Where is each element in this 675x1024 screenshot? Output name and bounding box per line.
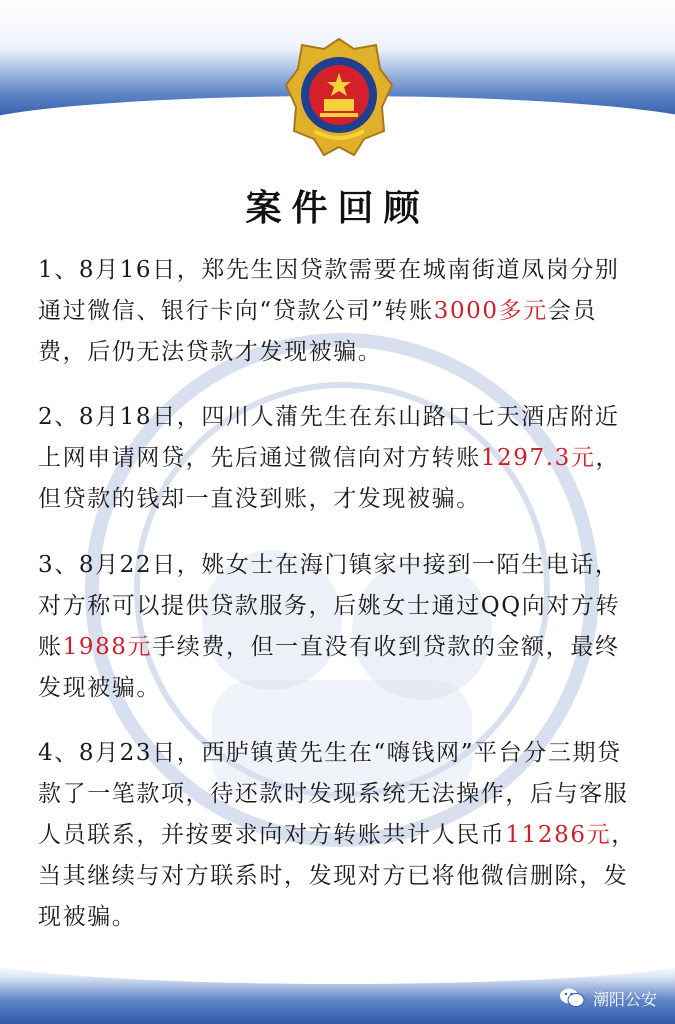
case-amount: 11286元 <box>505 822 612 848</box>
case-item-2 <box>38 397 640 520</box>
case-item-3 <box>38 545 640 709</box>
case-amount: 1297.3元 <box>480 445 596 471</box>
case-item-4 <box>38 733 640 938</box>
case-text: 会员费，后仍无法贷款才发现被骗。 <box>38 298 598 365</box>
case-text: 4、8月23日，西胪镇黄先生在“嗨钱网”平台分三期贷款了一笔款项，待还款时发现系统无法操作，后与客服人员联系，并按要求向对方转账共计人民币 <box>38 740 629 848</box>
case-text: 1、8月16日，郑先生因贷款需要在城南街道凤岗分别通过微信、银行卡向“贷款公司”转账 <box>38 257 620 324</box>
case-text: 2、8月18日，四川人蒲先生在东山路口七天酒店附近上网申请网贷，先后通过微信向对方转账 <box>38 404 620 471</box>
police-emblem-icon <box>284 35 394 160</box>
footer-account <box>559 984 657 1012</box>
wechat-icon <box>559 987 585 1009</box>
account-name: 潮阳公安 <box>592 989 657 1009</box>
page-title: 案件回顾 <box>245 187 430 229</box>
case-amount: 1988元 <box>62 634 153 660</box>
case-text: 3、8月22日，姚女士在海门镇家中接到一陌生电话，对方称可以提供贷款服务，后姚女士通过QQ向对方转账 <box>38 552 621 660</box>
case-text: 手续费，但一直没有收到贷款的金额，最终发现被骗。 <box>38 634 620 701</box>
case-item-1 <box>38 250 640 373</box>
case-text: ，但贷款的钱却一直没到账，才发现被骗。 <box>38 445 621 512</box>
case-text: ，当其继续与对方联系时，发现对方已将他微信删除，发现被骗。 <box>38 822 636 930</box>
case-amount: 3000多元 <box>433 298 548 324</box>
